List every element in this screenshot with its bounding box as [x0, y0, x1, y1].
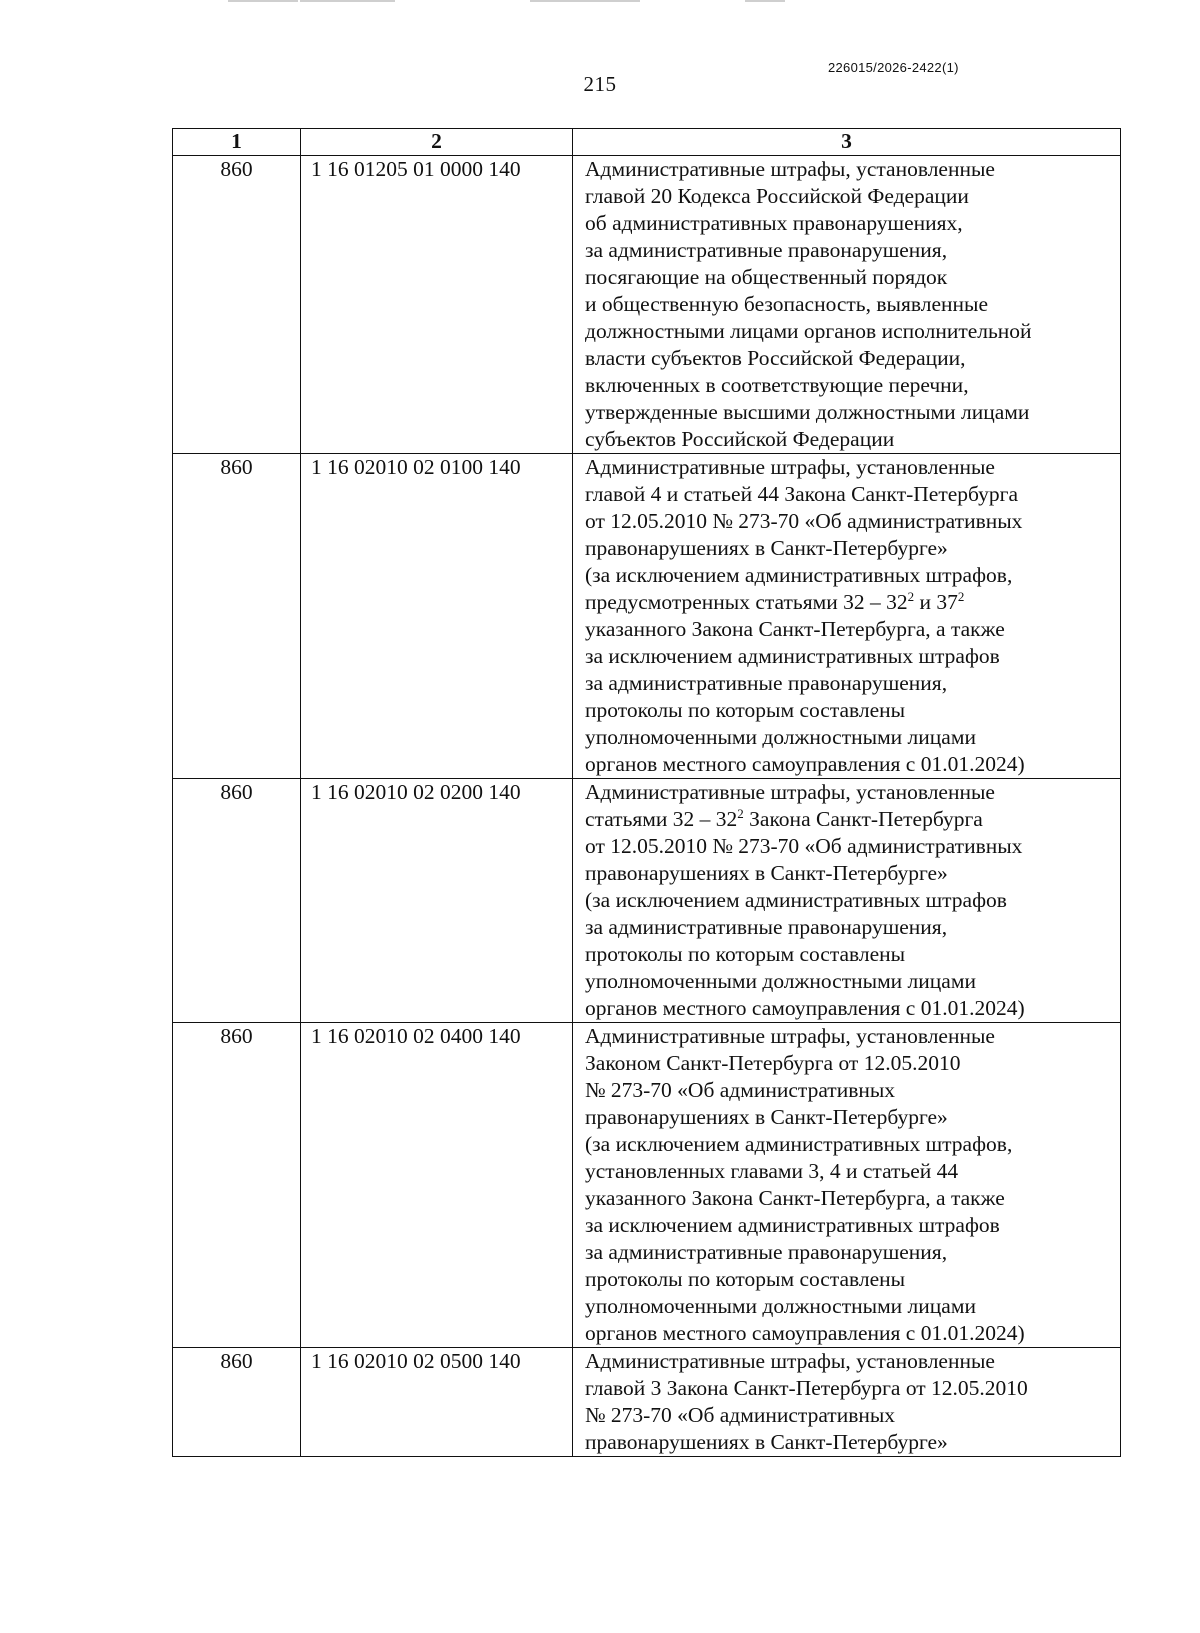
- description-line: правонарушениях в Санкт-Петербурге»: [585, 861, 948, 885]
- budget-classification-code-cell: 1 16 02010 02 0500 140: [301, 1348, 573, 1457]
- table-row: [173, 1348, 1121, 1457]
- description-line: главой 4 и статьей 44 Закона Санкт-Петербурга: [585, 482, 1019, 506]
- description-cell: [573, 1023, 1121, 1348]
- budget-classification-code-cell: 1 16 02010 02 0200 140: [301, 779, 573, 1023]
- description-line: за исключением административных штрафов: [585, 644, 1000, 668]
- description-line: органов местного самоуправления с 01.01.2024): [585, 752, 1025, 776]
- description-line: правонарушениях в Санкт-Петербурге»: [585, 1430, 948, 1454]
- description-line: органов местного самоуправления с 01.01.2024): [585, 996, 1025, 1020]
- admin-code-cell: 860: [173, 779, 301, 1023]
- description-line: (за исключением административных штрафов: [585, 888, 1007, 912]
- description-line: уполномоченными должностными лицами: [585, 969, 976, 993]
- description-cell: [573, 454, 1121, 779]
- description-line: Законом Санкт-Петербурга от 12.05.2010: [585, 1051, 961, 1075]
- description-line: включенных в соответствующие перечни,: [585, 373, 969, 397]
- description-line: уполномоченными должностными лицами: [585, 1294, 976, 1318]
- table-row: [173, 1023, 1121, 1348]
- description-line: власти субъектов Российской Федерации,: [585, 346, 966, 370]
- budget-classification-code-cell: 1 16 02010 02 0400 140: [301, 1023, 573, 1348]
- description-line: протоколы по которым составлены: [585, 698, 906, 722]
- admin-code-cell: 860: [173, 1348, 301, 1457]
- description-line: главой 20 Кодекса Российской Федерации: [585, 184, 969, 208]
- description-line: главой 3 Закона Санкт-Петербурга от 12.05.2010: [585, 1376, 1028, 1400]
- description-line: за административные правонарушения,: [585, 1240, 948, 1264]
- description-line: предусмотренных статьями $32 - 32^2$ и $37^2$: [585, 588, 965, 614]
- description-line: протоколы по которым составлены: [585, 1267, 906, 1291]
- description-line: посягающие на общественный порядок: [585, 265, 948, 289]
- description-line: (за исключением административных штрафов,: [585, 563, 1013, 587]
- description-line: правонарушениях в Санкт-Петербурге»: [585, 1105, 948, 1129]
- description-line: за исключением административных штрафов: [585, 1213, 1000, 1237]
- column-header: 2: [301, 129, 573, 156]
- admin-code-cell: 860: [173, 156, 301, 454]
- table-body: [173, 156, 1121, 1457]
- description-line: № 273-70 «Об административных: [585, 1403, 896, 1427]
- description-line: статьями $32 - 32^2$ Закона Санкт-Петербурга: [585, 805, 983, 831]
- description-line: Административные штрафы, установленные: [585, 1349, 995, 1373]
- description-line: правонарушениях в Санкт-Петербурге»: [585, 536, 948, 560]
- description-line: от 12.05.2010 № 273-70 «Об административных: [585, 834, 1023, 858]
- description-cell: [573, 779, 1121, 1023]
- description-line: уполномоченными должностными лицами: [585, 725, 976, 749]
- description-line: протоколы по которым составлены: [585, 942, 906, 966]
- description-line: Административные штрафы, установленные: [585, 455, 995, 479]
- document-code: 226015/2026-2422(1): [828, 60, 959, 75]
- column-header: 3: [573, 129, 1121, 156]
- column-header: 1: [173, 129, 301, 156]
- page-number: 215: [583, 72, 617, 96]
- scan-artifact: [745, 0, 785, 2]
- scan-artifact: [228, 0, 298, 2]
- table-header-row: [173, 129, 1121, 156]
- description-cell: [573, 1348, 1121, 1457]
- description-line: органов местного самоуправления с 01.01.2024): [585, 1321, 1025, 1345]
- table-row: [173, 156, 1121, 454]
- table-row: [173, 779, 1121, 1023]
- description-line: утвержденные высшими должностными лицами: [585, 400, 1030, 424]
- description-line: за административные правонарушения,: [585, 238, 948, 262]
- description-line: указанного Закона Санкт-Петербурга, а также: [585, 617, 1005, 641]
- description-line: Административные штрафы, установленные: [585, 1024, 995, 1048]
- description-line: за административные правонарушения,: [585, 671, 948, 695]
- scan-artifact: [300, 0, 395, 2]
- description-line: об административных правонарушениях,: [585, 211, 963, 235]
- admin-code-cell: 860: [173, 454, 301, 779]
- description-line: Административные штрафы, установленные: [585, 157, 995, 181]
- description-line: и общественную безопасность, выявленные: [585, 292, 988, 316]
- table-row: [173, 454, 1121, 779]
- superscript-index: 2: [957, 588, 965, 604]
- description-line: должностными лицами органов исполнительной: [585, 319, 1032, 343]
- admin-code-cell: 860: [173, 1023, 301, 1348]
- description-line: установленных главами 3, 4 и статьей 44: [585, 1159, 959, 1183]
- budget-classification-code-cell: 1 16 01205 01 0000 140: [301, 156, 573, 454]
- description-line: от 12.05.2010 № 273-70 «Об административных: [585, 509, 1023, 533]
- superscript-index: 2: [907, 588, 915, 604]
- description-cell: [573, 156, 1121, 454]
- description-line: за административные правонарушения,: [585, 915, 948, 939]
- scan-artifact: [530, 0, 640, 2]
- description-line: (за исключением административных штрафов,: [585, 1132, 1013, 1156]
- budget-classification-code-cell: 1 16 02010 02 0100 140: [301, 454, 573, 779]
- budget-codes-table: [172, 128, 1121, 1457]
- description-line: указанного Закона Санкт-Петербурга, а также: [585, 1186, 1005, 1210]
- description-line: субъектов Российской Федерации: [585, 427, 895, 451]
- superscript-index: 2: [737, 805, 744, 821]
- description-line: Административные штрафы, установленные: [585, 780, 995, 804]
- description-line: № 273-70 «Об административных: [585, 1078, 896, 1102]
